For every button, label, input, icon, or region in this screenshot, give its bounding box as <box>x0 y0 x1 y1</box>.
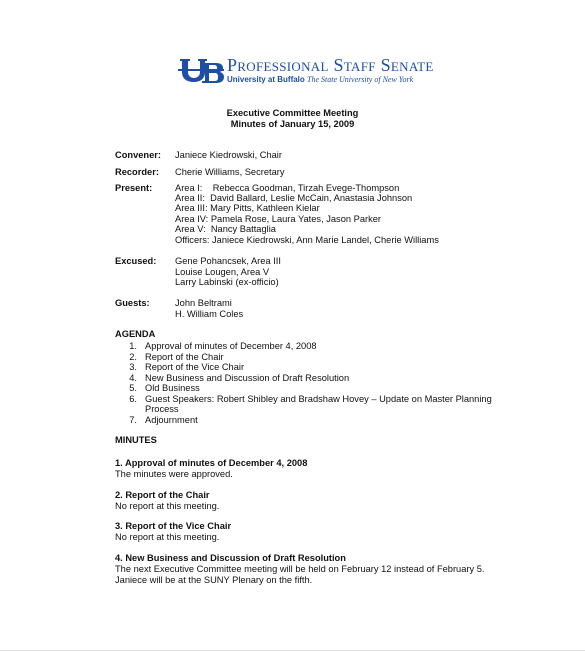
section-body: No report at this meeting. <box>115 501 220 511</box>
minutes-section <box>115 521 231 543</box>
section-heading: 3. Report of the Vice Chair <box>115 521 232 531</box>
excused-line: Gene Pohancsek, Area III <box>175 256 281 266</box>
excused-line: Larry Labinski (ex-officio) <box>175 277 279 287</box>
present-label: Present: <box>115 183 153 193</box>
agenda-item-text: New Business and Discussion of Draft Resolution <box>145 372 350 383</box>
present-line: Area III: Mary Pitts, Kathleen Kielar <box>175 203 320 213</box>
agenda-item-number: 5. <box>129 383 137 393</box>
agenda-item-number: 3. <box>129 362 137 372</box>
agenda-item-number: 4. <box>129 372 137 383</box>
agenda-heading: AGENDA <box>115 329 156 339</box>
minutes-heading: MINUTES <box>115 435 157 445</box>
org-subtitle <box>227 75 413 84</box>
agenda-item-text: Approval of minutes of December 4, 2008 <box>145 341 317 351</box>
document-title <box>0 108 585 130</box>
agenda-item-number: 1. <box>129 341 137 351</box>
letterhead <box>178 57 448 89</box>
excused-label: Excused: <box>115 256 157 266</box>
present-line: Area V: Nancy Battaglia <box>175 224 276 234</box>
agenda-item-text: Report of the Chair <box>145 351 224 362</box>
agenda-item-number: 6. <box>129 393 137 404</box>
agenda-item-number: 2. <box>129 351 137 362</box>
convener-value: Janiece Kiedrowski, Chair <box>175 150 282 160</box>
section-body: The minutes were approved. <box>115 469 233 479</box>
suny-name: The State University of New York <box>307 75 414 84</box>
guest-line: H. William Coles <box>175 309 244 319</box>
title-line-2: Minutes of January 15, 2009 <box>230 119 355 129</box>
recorder-label: Recorder: <box>115 167 159 177</box>
agenda-item-text: Process <box>145 404 179 414</box>
minutes-section <box>115 553 484 586</box>
section-body: The next Executive Committee meeting will be held on February 12 instead of February 5. <box>115 564 485 574</box>
org-name: Professional Staff Senate <box>227 55 434 75</box>
present-line: Area II: David Ballard, Leslie McCain, Anastasia Johnson <box>175 193 413 203</box>
title-line-1: Executive Committee Meeting <box>226 108 359 118</box>
ub-logo-icon <box>178 57 224 85</box>
agenda-item-text: Adjournment <box>145 414 198 425</box>
minutes-section <box>115 490 219 512</box>
section-heading: 4. New Business and Discussion of Draft Resolution <box>115 553 346 563</box>
agenda-item-number: 7. <box>129 414 137 425</box>
guests-label: Guests: <box>115 298 150 308</box>
agenda-item-text: Old Business <box>145 383 200 393</box>
agenda-item-text: Report of the Vice Chair <box>145 362 245 372</box>
section-heading: 1. Approval of minutes of December 4, 2008 <box>115 458 308 468</box>
agenda-item-text: Guest Speakers: Robert Shibley and Bradshaw Hovey – Update on Master Planning <box>145 393 492 404</box>
present-line: Area I: Rebecca Goodman, Tirzah Evege-Thompson <box>175 183 400 193</box>
excused-line: Louise Lougen, Area V <box>175 267 270 277</box>
university-name: University at Buffalo <box>227 75 305 84</box>
section-body: Janiece will be at the SUNY Plenary on the fifth. <box>115 575 313 585</box>
minutes-section <box>115 458 307 480</box>
recorder-value: Cherie Williams, Secretary <box>175 167 285 177</box>
guest-line: John Beltrami <box>175 298 232 308</box>
section-heading: 2. Report of the Chair <box>115 490 210 500</box>
section-body: No report at this meeting. <box>115 532 220 542</box>
convener-label: Convener: <box>115 150 161 160</box>
present-line: Area IV: Pamela Rose, Laura Yates, Jason Parker <box>175 214 382 224</box>
present-line: Officers: Janiece Kiedrowski, Ann Marie Landel, Cherie Williams <box>175 235 439 245</box>
